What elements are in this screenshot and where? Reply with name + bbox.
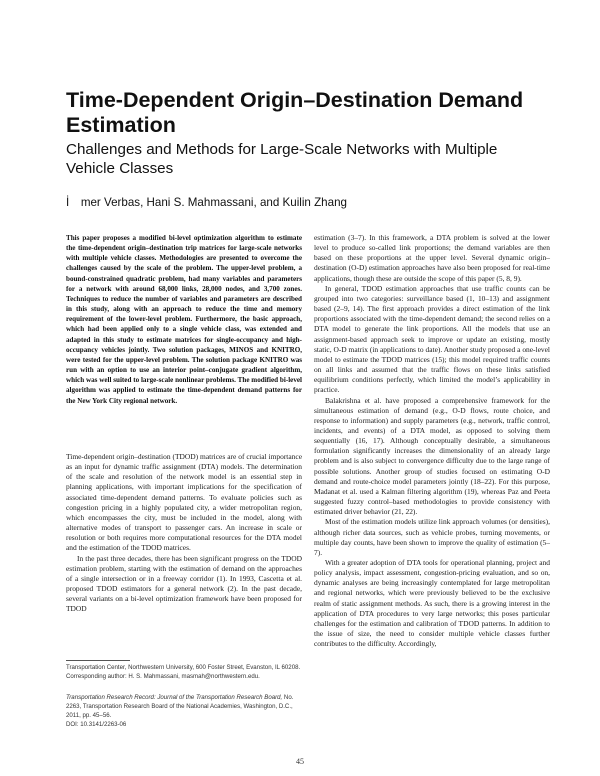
abstract: This paper proposes a modified bi-level optimization algorithm to estimate the time-dependent origin–destination trip matrices for large-scale networks with multiple vehicle classes. Methodologies are presented to overcome the challenges caused by the scale of the problem. The upper-level problem, a bound-constrained quadratic problem, had many variables and parameters for a network with around 68,000 links, 28,000 nodes, and 3,700 zones. Techniques to reduce the number of variables and parameters are described in this study, along with an approach to reduce the time and memory requirement of the lower-level problem. Furthermore, the basic approach, which had been applied only to a single vehicle class, was extended and adapted in this study to estimate matrices for single-occupancy and high-occupancy vehicles jointly. Two solution packages, MINOS and KNITRO, were tested for the upper-level problem. The solution package KNITRO was run with an option to use an interior point–conjugate gradient algorithm, which was well suited to large-scale nonlinear problems. The modified bi-level algorithm was applied to estimate the time-dependent demand patterns for the New York City regional network. — [66, 234, 302, 405]
body-paragraph: Most of the estimation models utilize link approach volumes (or densities), although richer data sources, such as vehicle probes, turning movements, or multiple day counts, have been shown to improve the quality of estimation (5–7). — [314, 517, 550, 557]
footnote-citation — [66, 694, 302, 730]
body-paragraph: estimation (3–7). In this framework, a DTA problem is solved at the lower level to produce so-called link proportions; the demand variables are then based on these proportions at the upper level. Several dynamic origin–destination (O-D) estimation approaches have also been proposed for real-time applications, though these are outside the scope of this paper (5, 8, 9). — [314, 233, 550, 283]
body-paragraph: In the past three decades, there has been significant progress on the TDOD estimation problem, starting with the estimation of demand on the approaches of a single intersection or in a freeway corridor (1). In 1993, Cascetta et al. proposed TDOD estimators for a general network (2). In the past decade, several variants on a bi-level optimization framework have been proposed for TDOD — [66, 553, 302, 614]
footnote-divider — [66, 660, 130, 661]
article-title: Time-Dependent Origin–Destination Demand Estimation — [66, 88, 524, 137]
article-subtitle: Challenges and Methods for Large-Scale Networks with Multiple Vehicle Classes — [66, 141, 498, 177]
journal-name: Transportation Research Record: Journal of the Transportation Research Board, — [66, 694, 283, 701]
journal-details: No. 2263, Transportation Research Board of the National Academies, Washington, D.C., 2011, pp. 45–56. — [66, 694, 294, 719]
doi: DOI: 10.3141/2263-06 — [66, 720, 127, 728]
footnote-affiliation: Transportation Center, Northwestern University, 600 Foster Street, Evanston, IL 60208. Corresponding author: H. S. Mahmassani, masmah@northwestern.edu. — [66, 664, 301, 680]
body-paragraph: With a greater adoption of DTA tools for operational planning, project and policy analysis, impact assessment, congestion-pricing evaluation, and so on, dynamic analyses are being increasingly contemplated for large metropolitan and regional networks, which were previously believed to be the exclusive realm of static assignment methods. As such, there is a growing interest in the application of DTA procedures to very large networks; this poses particular challenges for the estimation and calibration of TDOD patterns. In addition to the issue of size, the need to consider multiple vehicle classes further contributes to the difficulty. Accordingly, — [314, 558, 550, 649]
body-paragraph: Time-dependent origin–destination (TDOD) matrices are of crucial importance as an input for dynamic traffic assignment (DTA) models. The determination of the scale and resolution of the network model is an essential step in planning applications, with important implications for the specification of associated time-dependent demand patterns. To evaluate policies such as congestion pricing in a highly populated city, a wider metropolitan region, which encompasses the city, must be included in the model, along with alternative modes of transport to passenger cars. An increase in scale or resolution or both requires more computational resources for the DTA model and the estimation of the TDOD matrices. — [66, 452, 302, 553]
body-paragraph: In general, TDOD estimation approaches that use traffic counts can be grouped into two categories: surveillance based (1, 10–13) and assignment based (2–9, 14). The first approach provides a direct estimation of the link proportions associated with the time-dependent demand; the second relies on a DTA model to generate the link proportions. All the models that use an assignment-based approach seek to improve or update an existing, mostly static, O-D matrix (in applications to date). Another study proposed a one-level model to estimate the TDOD matrices (15); this model required traffic counts on all links and assumed that the traffic flows on these links satisfied equilibrium conditions perfectly, which limited the model’s applicability in practice. — [314, 283, 550, 395]
right-column-body — [314, 233, 550, 649]
author-list: İ mer Verbas, Hani S. Mahmassani, and Kuilin Zhang — [66, 196, 347, 209]
page-number: 45 — [296, 757, 304, 766]
left-column-body — [66, 452, 302, 615]
body-paragraph: Balakrishna et al. have proposed a comprehensive framework for the simultaneous estimation of demand (e.g., O-D flows, route choice, and response to information) and supply parameters (e.g., network, traffic control, incidents, and events) of a DTA model, as opposed to solving them sequentially (16, 17). Although conceptually desirable, a simultaneous formulation significantly increases the dimensionality of an already large problem and is also subject to convergence difficulty due to the large range of possible solutions. Another group of studies focused on estimating O-D demand and route-choice model parameters jointly (18–22). For this purpose, Madanat et al. used a Kalman filtering algorithm (19), whereas Paz and Peeta suggested fuzzy control–based methodologies to provide consistency with estimated driver behavior (21, 22). — [314, 395, 550, 517]
